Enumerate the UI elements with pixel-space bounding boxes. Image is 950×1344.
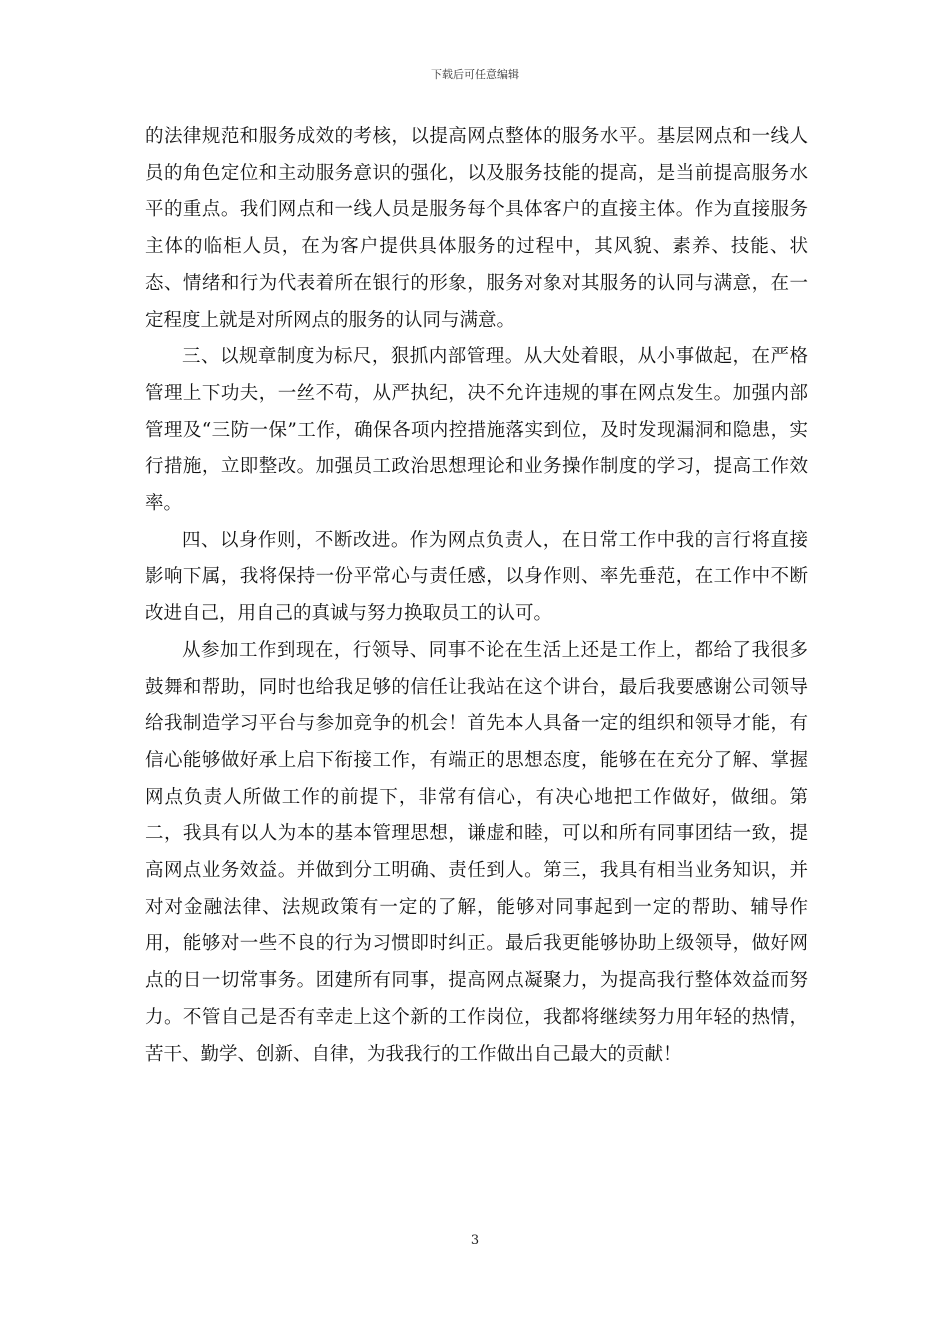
paragraph-3: 四、以身作则，不断改进。作为网点负责人，在日常工作中我的言行将直接影响下属，我将保持一份平常心与责任感，以身作则、率先垂范，在工作中不断改进自己，用自己的真诚与努力换取员工的认可。	[145, 529, 808, 625]
page-header: 下载后可任意编辑	[431, 68, 519, 81]
paragraph-1: 的法律规范和服务成效的考核，以提高网点整体的服务水平。基层网点和一线人员的角色定位和主动服务意识的强化，以及服务技能的提高，是当前提高服务水平的重点。我们网点和一线人员是服务每个具体客户的直接主体。作为直接服务主体的临柜人员，在为客户提供具体服务的过程中，其风貌、素养、技能、状态、情绪和行为代表着所在银行的形象，服务对象对其服务的认同与满意，在一定程度上就是对所网点的服务的认同与满意。	[145, 126, 808, 331]
document-body	[145, 119, 808, 1073]
paragraph-4: 从参加工作到现在，行领导、同事不论在生活上还是工作上，都给了我很多鼓舞和帮助，同时也给我足够的信任让我站在这个讲台，最后我要感谢公司领导给我制造学习平台与参加竞争的机会！首先本人具备一定的组织和领导才能，有信心能够做好承上启下衔接工作，有端正的思想态度，能够在在充分了解、掌握网点负责人所做工作的前提下，非常有信心，有决心地把工作做好，做细。第二，我具有以人为本的基本管理思想，谦虚和睦，可以和所有同事团结一致，提高网点业务效益。并做到分工明确、责任到人。第三，我具有相当业务知识，并对对金融法律、法规政策有一定的了解，能够对同事起到一定的帮助、辅导作用，能够对一些不良的行为习惯即时纠正。最后我更能够协助上级领导，做好网点的日一切常事务。团建所有同事，提高网点凝聚力，为提高我行整体效益而努力。不管自己是否有幸走上这个新的工作岗位，我都将继续努力用年轻的热情，苦干、勤学、创新、自律，为我我行的工作做出自己最大的贡献！	[145, 639, 808, 1065]
paragraph-2: 三、以规章制度为标尺，狠抓内部管理。从大处着眼，从小事做起，在严格管理上下功夫，一丝不苟，从严执纪，决不允许违规的事在网点发生。加强内部管理及“三防一保”工作，确保各项内控措施落实到位，及时发现漏洞和隐患，实行措施，立即整改。加强员工政治思想理论和业务操作制度的学习，提高工作效率。	[145, 346, 808, 515]
page-number: 3	[470, 1233, 480, 1248]
